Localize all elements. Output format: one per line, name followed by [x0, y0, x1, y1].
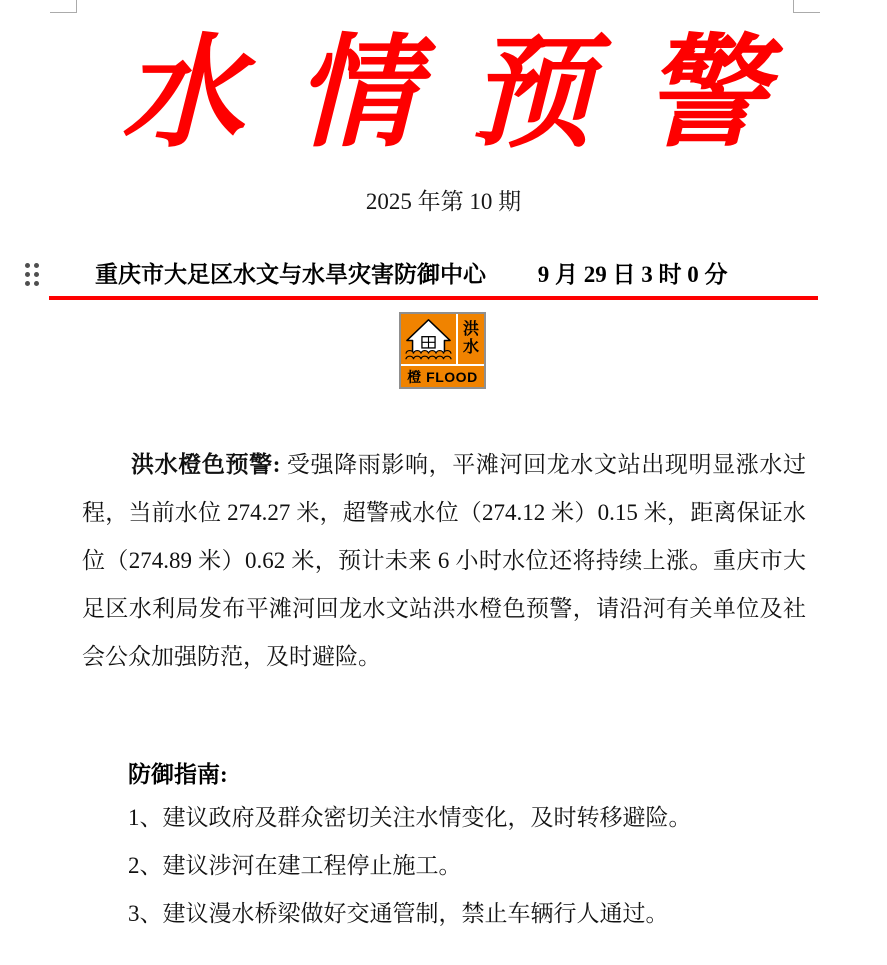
org-name: 重庆市大足区水文与水旱灾害防御中心: [95, 262, 486, 287]
issue-datetime: 9 月 29 日 3 时 0 分: [537, 262, 728, 287]
drag-handle-icon[interactable]: [25, 263, 39, 286]
flood-warning-badge: [399, 312, 486, 389]
header-row: [95, 259, 855, 291]
red-divider-rule: [49, 296, 818, 300]
document-title-text: 水情预警: [121, 27, 818, 162]
badge-char-bottom: 水: [462, 339, 479, 356]
badge-type-label: [458, 314, 484, 364]
guide-list: [82, 794, 842, 938]
warning-lead: 洪水橙色预警:: [131, 452, 281, 477]
issue-line: 2025 年第 10 期: [365, 189, 522, 214]
warning-paragraph: [82, 441, 806, 681]
badge-char-top: 洪: [462, 321, 479, 338]
warning-text: 受强降雨影响，平滩河回龙水文站出现明显涨水过程，当前水位 274.27 米，超警戒水位（274.12 米）0.15 米，距离保证水位（274.89 米）0.62 米，预计未来 6 小时水位还将持续上涨。重庆市大足区水利局发布平滩河回龙水文站洪水橙色预警，请沿河有关单位及社会公众加强防范，及时避险。: [82, 452, 806, 669]
badge-level-label: 橙 FLOOD: [401, 366, 484, 387]
document-title: [0, 0, 887, 190]
guide-heading: 防御指南:: [128, 762, 228, 787]
guide-item-2: 2、建议涉河在建工程停止施工。: [128, 853, 462, 878]
guide-item-3: 3、建议漫水桥梁做好交通管制，禁止车辆行人通过。: [128, 901, 669, 926]
guide-item-1: 1、建议政府及群众密切关注水情变化，及时转移避险。: [128, 805, 692, 830]
flood-house-icon: [401, 314, 456, 364]
